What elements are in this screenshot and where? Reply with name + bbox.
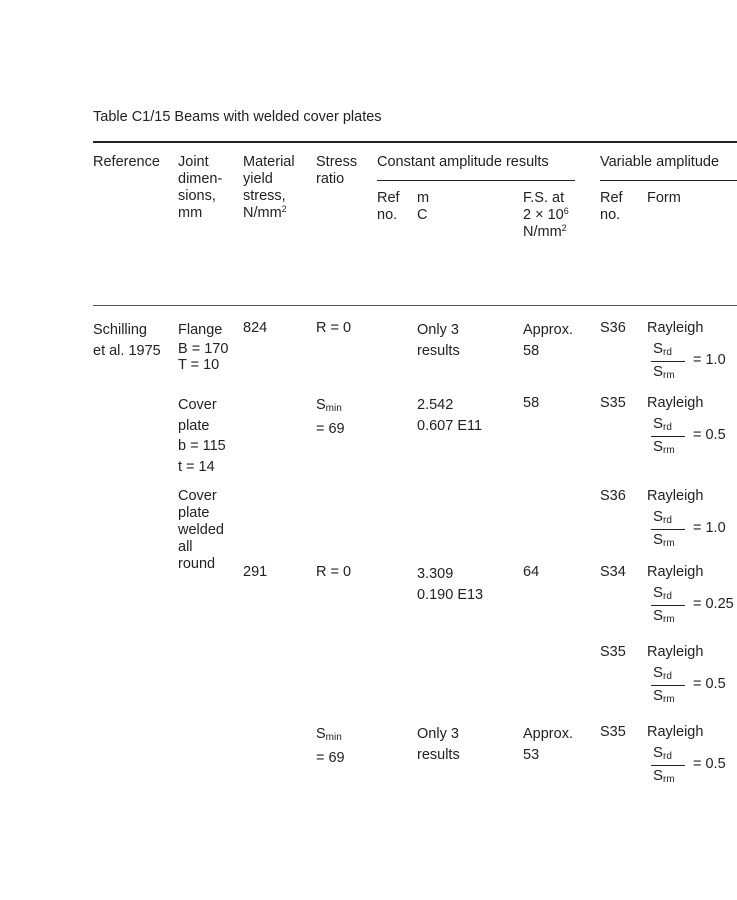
ratio-numerator (653, 340, 672, 361)
ratio-num-sub: rd (663, 515, 672, 526)
smin-label (316, 724, 345, 748)
ratio-value: = 0.5 (693, 427, 726, 443)
mc-row3: 3.309 0.190 E13 (417, 566, 484, 603)
var-ref-no: S36 (600, 488, 626, 504)
ratio-num-sub: rd (663, 751, 672, 762)
header-ref-no-constant: Ref no. (377, 190, 400, 223)
ratio-value: = 1.0 (693, 352, 726, 368)
header-fs-line1: F.S. at (523, 190, 565, 206)
fraction-bar (651, 605, 685, 606)
ratio-den-s: S (653, 531, 664, 548)
ratio-num-s: S (653, 584, 664, 601)
header-rule (93, 305, 737, 306)
ratio-denominator (653, 767, 675, 788)
var-ref-no: S36 (600, 320, 626, 336)
header-fs-line2-sup: 6 (563, 206, 569, 216)
top-rule (93, 141, 737, 143)
fs-row4: Approx. 53 (523, 726, 573, 763)
ratio-num-s: S (653, 340, 664, 357)
smin-sub: min (325, 403, 342, 414)
var-ref-no: S35 (600, 644, 626, 660)
joint-flange-b: B = 170 (178, 341, 229, 357)
stress-ratio-smin-first (316, 395, 345, 440)
ratio-den-sub: rm (663, 774, 675, 785)
header-fs-line3 (523, 224, 569, 241)
fs-row2: 58 (523, 395, 540, 411)
var-ref-no: S34 (600, 564, 626, 580)
ratio-den-sub: rm (663, 614, 675, 625)
ratio-value: = 1.0 (693, 520, 726, 536)
var-form: Rayleigh (647, 724, 704, 740)
srd-srm-ratio (647, 744, 737, 788)
srd-srm-ratio (647, 508, 737, 552)
ratio-num-sub: rd (663, 347, 672, 358)
fraction-bar (651, 361, 685, 362)
ratio-den-s: S (653, 363, 664, 380)
header-form: Form (647, 190, 681, 206)
header-constant-amplitude: Constant amplitude results (377, 154, 549, 170)
ratio-den-sub: rm (663, 445, 675, 456)
ratio-denominator (653, 607, 675, 628)
constant-amplitude-rule (377, 180, 575, 181)
smin-s: S (316, 726, 326, 742)
joint-flange-t: T = 10 (178, 357, 220, 373)
table-caption: Table C1/15 Beams with welded cover plates (93, 109, 382, 125)
header-stress-ratio: Stress ratio (316, 154, 358, 187)
smin-value: = 69 (316, 750, 345, 766)
ratio-denominator (653, 438, 675, 459)
ratio-num-s: S (653, 664, 664, 681)
header-fs (523, 190, 569, 241)
var-form: Rayleigh (647, 395, 704, 411)
ratio-denominator (653, 363, 675, 384)
ratio-den-sub: rm (663, 370, 675, 381)
smin-label (316, 395, 345, 419)
fraction-bar (651, 436, 685, 437)
ratio-den-s: S (653, 438, 664, 455)
fraction-bar (651, 765, 685, 766)
fraction-bar (651, 685, 685, 686)
var-ref-no: S35 (600, 724, 626, 740)
header-fs-line3-text: N/mm (523, 224, 562, 240)
ratio-den-sub: rm (663, 694, 675, 705)
header-fs-line2 (523, 207, 569, 224)
fs-row3: 64 (523, 564, 540, 580)
header-fs-line3-sup: 2 (561, 223, 567, 233)
ratio-numerator (653, 415, 672, 436)
header-material-text: Material yield stress, N/mm (243, 154, 295, 221)
ratio-den-sub: rm (663, 538, 675, 549)
smin-value: = 69 (316, 421, 345, 437)
var-form: Rayleigh (647, 564, 704, 580)
ratio-num-sub: rd (663, 591, 672, 602)
header-ref-no-variable: Ref no. (600, 190, 623, 223)
smin-s: S (316, 397, 326, 413)
header-m-c: m C (417, 190, 430, 223)
stress-ratio-smin-second (316, 724, 345, 769)
header-joint-dimensions: Joint dimen- sions, mm (178, 154, 223, 221)
ratio-numerator (653, 508, 672, 529)
ratio-denominator (653, 531, 675, 552)
reference-cell: Schilling et al. 1975 (93, 322, 161, 359)
var-ref-no: S35 (600, 395, 626, 411)
var-form: Rayleigh (647, 320, 704, 336)
srd-srm-ratio (647, 340, 737, 384)
mc-row1: Only 3 results (417, 322, 460, 359)
srd-srm-ratio (647, 664, 737, 708)
ratio-denominator (653, 687, 675, 708)
joint-cover-plate: Cover plate b = 115 t = 14 (178, 397, 226, 475)
ratio-numerator (653, 664, 672, 685)
material-291: 291 (243, 564, 268, 580)
ratio-num-sub: rd (663, 422, 672, 433)
fraction-bar (651, 529, 685, 530)
ratio-numerator (653, 584, 672, 605)
stress-ratio-r0-first: R = 0 (316, 320, 352, 336)
var-form: Rayleigh (647, 644, 704, 660)
fs-row1: Approx. 58 (523, 322, 573, 359)
var-form: Rayleigh (647, 488, 704, 504)
ratio-num-sub: rd (663, 671, 672, 682)
header-material-sup: 2 (281, 204, 287, 214)
ratio-den-s: S (653, 687, 664, 704)
stress-ratio-r0-second: R = 0 (316, 564, 352, 580)
ratio-den-s: S (653, 767, 664, 784)
ratio-value: = 0.25 (693, 596, 734, 612)
mc-row4: Only 3 results (417, 726, 460, 763)
ratio-num-s: S (653, 744, 664, 761)
material-824: 824 (243, 320, 268, 336)
header-fs-line2-text: 2 × 10 (523, 207, 564, 223)
ratio-den-s: S (653, 607, 664, 624)
header-reference: Reference (93, 154, 160, 170)
ratio-num-s: S (653, 415, 664, 432)
header-variable-amplitude: Variable amplitude (600, 154, 720, 170)
smin-sub: min (325, 732, 342, 743)
ratio-value: = 0.5 (693, 756, 726, 772)
header-material-yield-stress (243, 154, 295, 222)
ratio-numerator (653, 744, 672, 765)
joint-cover-plate-welded: Cover plate welded all round (178, 488, 224, 572)
mc-row2: 2.542 0.607 E11 (417, 397, 483, 434)
ratio-num-s: S (653, 508, 664, 525)
variable-amplitude-rule (600, 180, 737, 181)
ratio-value: = 0.5 (693, 676, 726, 692)
srd-srm-ratio (647, 584, 737, 628)
srd-srm-ratio (647, 415, 737, 459)
joint-flange-title: Flange (178, 322, 223, 338)
